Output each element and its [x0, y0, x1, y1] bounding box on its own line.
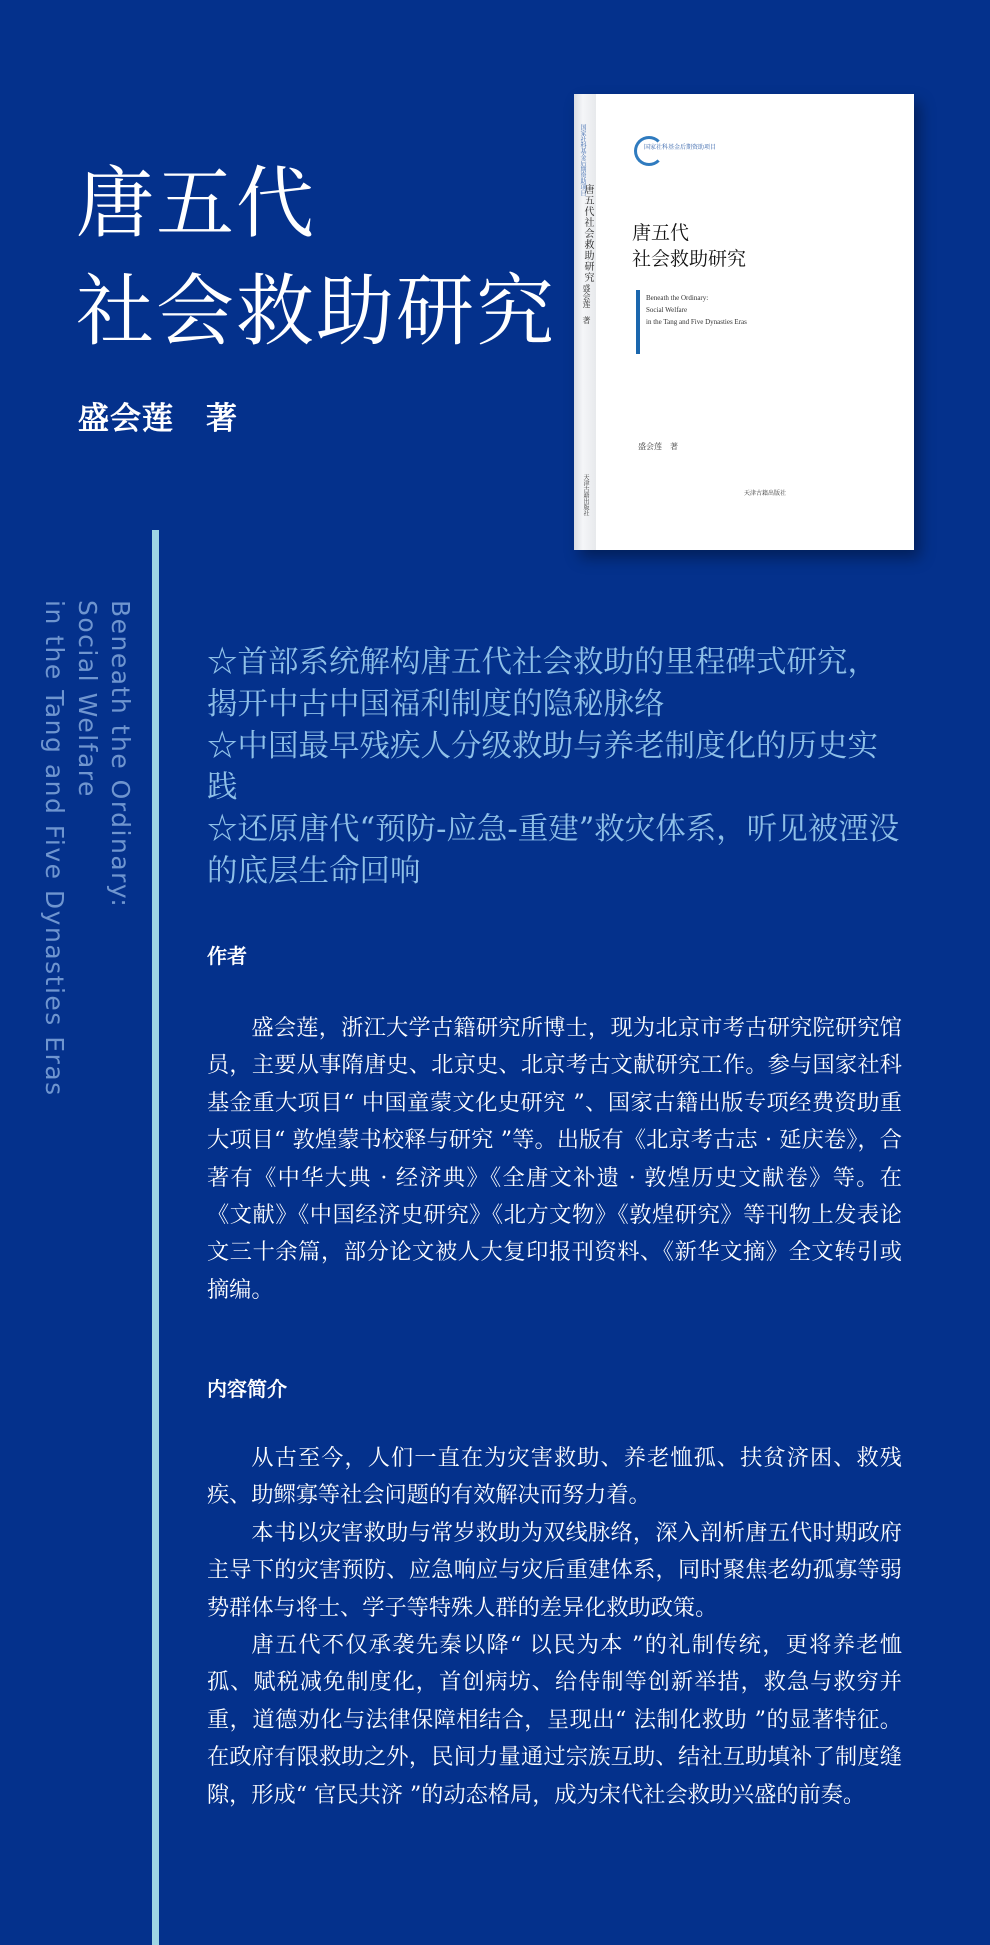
- page-title: [76, 150, 556, 366]
- title-line-2: 社会救助研究: [76, 267, 557, 357]
- highlight-item: ☆还原唐代“预防-应急-重建”救灾体系，听见被湮没的底层生命回响: [207, 812, 900, 889]
- summary-section-heading: 内容简介: [207, 1377, 287, 1401]
- spine-series: 国家社科基金后期资助项目: [579, 124, 586, 196]
- highlight-item: ☆首部系统解构唐五代社会救助的里程碑式研究，揭开中古中国福利制度的隐秘脉络: [207, 645, 878, 722]
- author-section-heading: 作者: [207, 944, 247, 968]
- cover-title-line-2: 社会救助研究: [632, 248, 747, 270]
- spine-publisher: 天津古籍出版社: [582, 474, 589, 516]
- cover-title: [632, 220, 746, 272]
- cover-title-line-1: 唐五代: [632, 222, 690, 244]
- author-bio: [207, 1010, 902, 1309]
- title-line-1: 唐五代: [76, 159, 317, 249]
- summary-paragraph: 从古至今，人们一直在为灾害救助、养老恤孤、扶贫济困、救残疾、助鳏寡等社会问题的有效解决而努力着。: [207, 1445, 902, 1509]
- cover-english-line-2: Social Welfare: [646, 306, 688, 314]
- spine-title: 唐五代社会救助研究: [582, 184, 593, 283]
- cover-publisher: 天津古籍出版社: [744, 490, 787, 497]
- summary-paragraph: 本书以灾害救助与常岁救助为双线脉络，深入剖析唐五代时期政府主导下的灾害预防、应急响应与灾后重建体系，同时聚焦老幼孤寡等弱势群体与将士、学子等特殊人群的差异化救助政策。: [207, 1519, 902, 1621]
- vertical-accent-bar: [152, 530, 159, 1945]
- cover-series-label: 国家社科基金后期资助项目: [644, 144, 717, 151]
- cover-english-line-1: Beneath the Ordinary:: [646, 294, 709, 302]
- english-title-line-2: Social Welfare: [73, 600, 102, 798]
- book-spine: [574, 94, 596, 550]
- cover-author: 盛会莲 著: [638, 442, 678, 451]
- cover-accent-bar: [636, 290, 640, 354]
- author-bio-paragraph: 盛会莲，浙江大学古籍研究所博士，现为北京市考古研究院研究馆员，主要从事隋唐史、北京史、北京考古文献研究工作。参与国家社科基金重大项目“ 中国童蒙文化史研究 ”、国家古籍出版专项经费资助重大项目“ 敦煌蒙书校释与研究 ”等。出版有《北京考古志 · 延庆卷》，合著有《中华大典 · 经济典》《全唐文补遗 · 敦煌历史文献卷》等。在《文献》《中国经济史研究》《北方文物》《敦煌研究》等刊物上发表论文三十余篇，部分论文被人大复印报刊资料、《新华文摘》全文转引或摘编。: [207, 1015, 902, 1303]
- highlight-item: ☆中国最早残疾人分级救助与养老制度化的历史实践: [207, 728, 878, 806]
- english-title-line-1: Beneath the Ordinary:: [106, 600, 135, 909]
- highlights-list: [207, 642, 907, 893]
- author-line: 盛会莲 著: [78, 401, 238, 437]
- spine-author: 盛会莲 著: [582, 284, 591, 324]
- english-title-vertical: [38, 600, 137, 1097]
- book-cover-image: [574, 94, 914, 550]
- cover-english-title: [646, 292, 747, 328]
- english-title-line-3: in the Tang and Five Dynasties Eras: [40, 600, 69, 1097]
- cover-english-line-3: in the Tang and Five Dynasties Eras: [646, 318, 747, 326]
- summary-paragraph: 唐五代不仅承袭先秦以降“ 以民为本 ”的礼制传统，更将养老恤孤、赋税减免制度化，首创病坊、给侍制等创新举措，救急与救穷并重，道德劝化与法律保障相结合，呈现出“ 法制化救助 ”的显著特征。在政府有限救助之外，民间力量通过宗族互助、结社互助填补了制度缝隙，形成“ 官民共济 ”的动态格局，成为宋代社会救助兴盛的前奏。: [207, 1632, 902, 1808]
- summary-text: [207, 1440, 902, 1814]
